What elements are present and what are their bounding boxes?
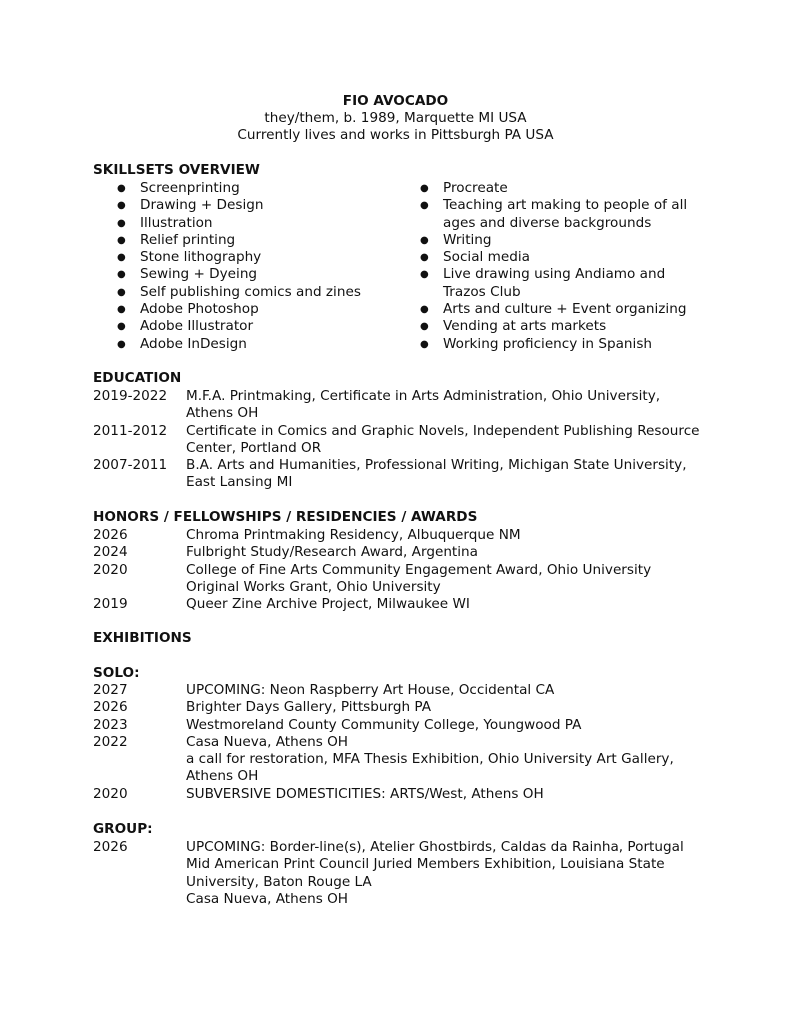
entry-text: Queer Zine Archive Project, Milwaukee WI <box>186 596 470 613</box>
honors-list <box>93 527 705 613</box>
entry-text: College of Fine Arts Community Engagement Award, Ohio University Original Works Grant, Ohio University <box>186 561 652 595</box>
skill-item: ● Working proficiency in Spanish <box>420 336 695 353</box>
skill-item: ● Vending at arts markets <box>420 318 695 335</box>
skill-item: ● Writing <box>420 232 695 249</box>
entry-row <box>93 717 705 734</box>
entry-year: 2007-2011 <box>93 457 168 474</box>
skill-item: ● Arts and culture + Event organizing <box>420 301 695 318</box>
entry-year: 2019 <box>93 596 128 613</box>
skill-item: ● Stone lithography <box>117 249 397 266</box>
entry-year <box>93 891 186 908</box>
entry-text: Chroma Printmaking Residency, Albuquerque NM <box>186 527 521 543</box>
entry-row <box>93 699 705 716</box>
entry-text: Mid American Print Council Juried Members Exhibition, Louisiana State University, Baton Rouge LA <box>186 856 665 890</box>
entry-row <box>93 423 705 458</box>
entry-text: a call for restoration, MFA Thesis Exhibition, Ohio University Art Gallery, Athens OH <box>186 751 674 785</box>
skill-item: ● Teaching art making to people of all ages and diverse backgrounds <box>420 197 695 232</box>
skill-item: ● Illustration <box>117 215 397 232</box>
skill-item: ● Sewing + Dyeing <box>117 266 397 283</box>
entry-year: 2026 <box>93 527 128 543</box>
entry-row <box>93 856 705 891</box>
entry-year <box>93 751 186 786</box>
entry-text: SUBVERSIVE DOMESTICITIES: ARTS/West, Athens OH <box>186 785 544 802</box>
skill-item: ● Adobe Photoshop <box>117 301 397 318</box>
entry-text: Casa Nueva, Athens OH <box>186 890 349 907</box>
entry-year: 2026 <box>93 699 128 716</box>
entry-row <box>93 388 705 423</box>
entry-text: B.A. Arts and Humanities, Professional Writing, Michigan State University, East Lansing MI <box>186 457 687 491</box>
exhibitions-heading: EXHIBITIONS <box>93 630 192 646</box>
group-heading: GROUP: <box>93 821 153 837</box>
skills-heading: SKILLSETS OVERVIEW <box>93 162 260 178</box>
skill-item: ● Adobe InDesign <box>117 336 397 353</box>
entry-row <box>93 786 705 803</box>
entry-text: Fulbright Study/Research Award, Argentina <box>186 544 478 561</box>
skill-item: ● Screenprinting <box>117 180 397 197</box>
entry-year: 2019-2022 <box>93 388 168 404</box>
entry-row <box>93 596 705 613</box>
artist-location: Currently lives and works in Pittsburgh PA USA <box>237 127 554 143</box>
entry-text: Westmoreland County Community College, Youngwood PA <box>186 716 582 733</box>
entry-text: Certificate in Comics and Graphic Novels, Independent Publishing Resource Center, Portland OR <box>186 422 700 456</box>
entry-year <box>93 856 186 891</box>
entry-text: M.F.A. Printmaking, Certificate in Arts Administration, Ohio University, Athens OH <box>186 388 661 422</box>
entry-year: 2026 <box>93 839 128 855</box>
group-list <box>93 839 705 908</box>
skill-item: ● Drawing + Design <box>117 197 397 214</box>
skill-item: ● Procreate <box>420 180 695 197</box>
skill-item: ● Self publishing comics and zines <box>117 284 397 301</box>
entry-year: 2020 <box>93 561 128 578</box>
entry-text: UPCOMING: Neon Raspberry Art House, Occidental CA <box>186 682 555 698</box>
entry-text: Brighter Days Gallery, Pittsburgh PA <box>186 699 432 716</box>
skill-item: ● Social media <box>420 249 695 266</box>
skill-item: ● Live drawing using Andiamo and Trazos Club <box>420 266 695 301</box>
entry-row <box>93 544 705 561</box>
entry-row <box>93 682 705 699</box>
entry-year: 2011-2012 <box>93 422 168 439</box>
education-list <box>93 388 705 492</box>
education-heading: EDUCATION <box>93 370 182 386</box>
skill-item: ● Adobe Illustrator <box>117 318 397 335</box>
entry-row <box>93 751 705 786</box>
entry-year: 2024 <box>93 544 128 561</box>
entry-text: Casa Nueva, Athens OH <box>186 733 349 750</box>
artist-bio: they/them, b. 1989, Marquette MI USA <box>264 110 527 126</box>
skill-item: ● Relief printing <box>117 232 397 249</box>
entry-row <box>93 734 705 751</box>
entry-row <box>93 457 705 492</box>
entry-text: UPCOMING: Border-line(s), Atelier Ghostbirds, Caldas da Rainha, Portugal <box>186 839 684 855</box>
artist-name: FIO AVOCADO <box>342 93 449 109</box>
entry-row <box>93 839 705 856</box>
solo-list <box>93 682 705 803</box>
skills-list-right <box>420 180 695 353</box>
entry-row <box>93 527 705 544</box>
honors-heading: HONORS / FELLOWSHIPS / RESIDENCIES / AWARDS <box>93 509 478 525</box>
solo-heading: SOLO: <box>93 665 140 681</box>
entry-row <box>93 891 705 908</box>
entry-year: 2020 <box>93 785 128 802</box>
entry-year: 2023 <box>93 716 128 733</box>
entry-year: 2022 <box>93 733 128 750</box>
entry-year: 2027 <box>93 682 128 698</box>
skills-list-left <box>117 180 397 353</box>
entry-row <box>93 562 705 597</box>
